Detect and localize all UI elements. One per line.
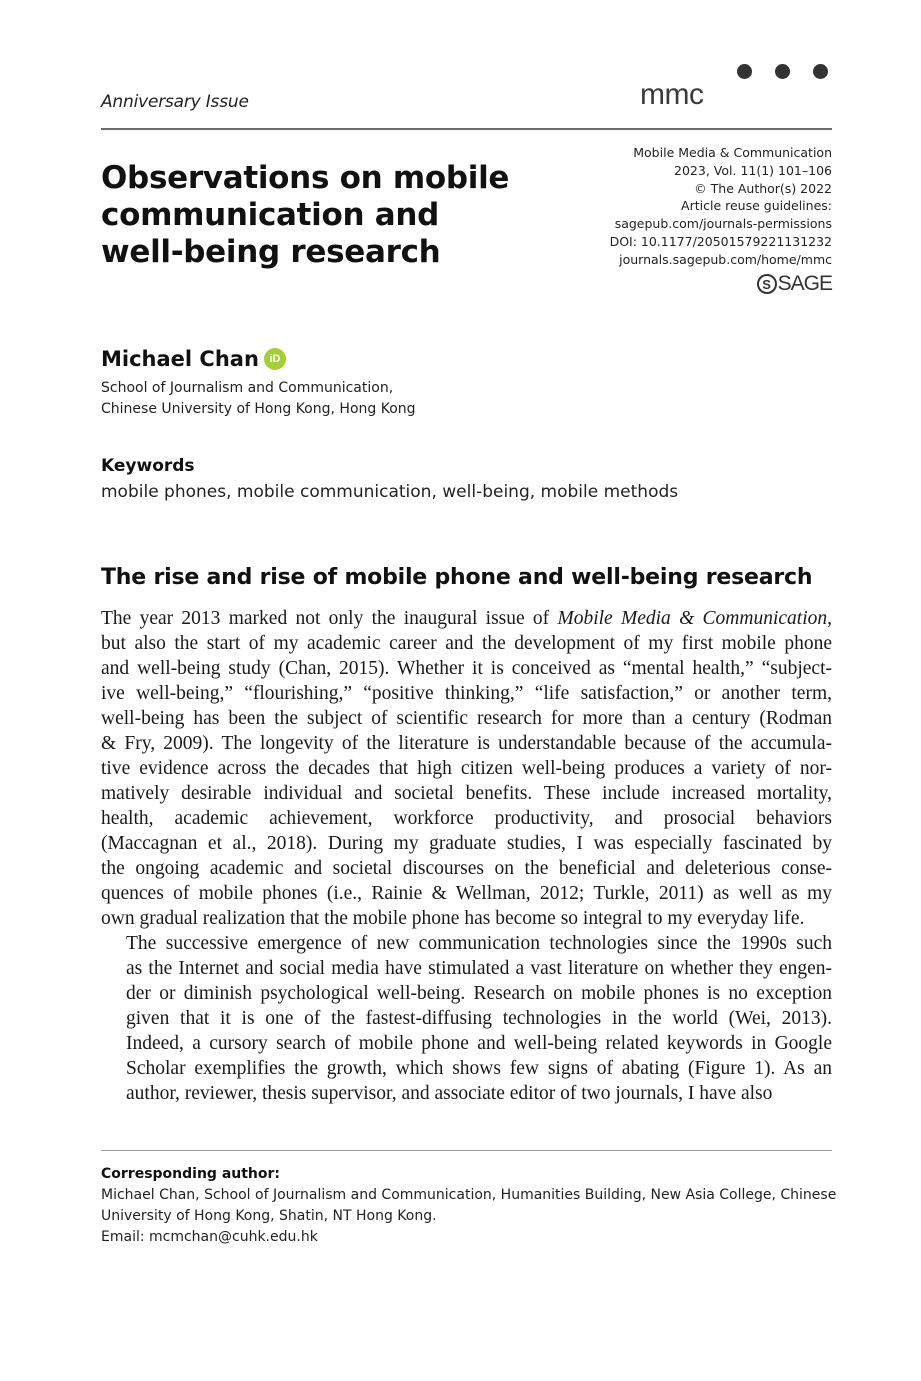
logo-dot-icon [737,64,752,79]
text-line: the ongoing academic and societal discourses on the beneficial and deleterious conse- [101,858,832,879]
journal-logo-dots [737,64,828,79]
copyright: © The Author(s) 2022 [694,180,832,196]
text-line: The successive emergence of new communication technologies since the 1990s such [126,933,832,954]
author [101,347,286,371]
text-line: well-being has been the subject of scientific research for more than a century (Rodman [101,708,832,729]
journal-title-italic: Mobile Media & Communication [557,608,828,629]
reuse-label: Article reuse guidelines: [681,198,832,214]
footnote-line: University of Hong Kong, Shatin, NT Hong Kong. [101,1208,437,1224]
sage-s-icon: S [757,274,777,294]
issue-label: Anniversary Issue [101,92,249,112]
section-heading: The rise and rise of mobile phone and well-being research [101,565,813,590]
title-line: communication and [101,197,440,233]
orcid-icon[interactable]: iD [264,348,286,370]
text-line: & Fry, 2009). The longevity of the literature is understandable because of the accumula- [101,733,832,754]
author-name: Michael Chan [101,347,259,371]
logo-dot-icon [813,64,828,79]
text-line: but also the start of my academic career and the development of my first mobile phone [101,633,832,654]
text-line: health, academic achievement, workforce productivity, and prosocial behaviors [101,808,832,829]
text-line: ive well-being,” “flourishing,” “positive thinking,” “life satisfaction,” or another term, [101,683,832,704]
text-line: quences of mobile phones (i.e., Rainie & Wellman, 2012; Turkle, 2011) as well as my [101,883,832,904]
title-line: well-being research [101,234,441,270]
publisher-logo [757,272,832,296]
footnote-divider [101,1150,832,1151]
text-line: as the Internet and social media have stimulated a vast literature on whether they engen- [126,958,832,979]
title-line: Observations on mobile [101,160,510,196]
text-line: The year 2013 marked not only the inaugural issue of Mobile Media & Communication, [101,608,832,629]
email-link[interactable]: mcmchan@cuhk.edu.hk [149,1229,318,1245]
doi[interactable]: DOI: 10.1177/20501579221131232 [609,233,832,249]
footnote-email-row [101,1227,836,1248]
affiliation-line: Chinese University of Hong Kong, Hong Kong [101,401,416,417]
sage-wordmark: SAGE [777,272,832,295]
paragraph [101,606,832,931]
journal-logo: mmc [640,78,704,111]
reuse-link[interactable]: sagepub.com/journals-permissions [614,216,832,232]
text-line: (Maccagnan et al., 2018). During my graduate studies, I was especially fascinated by [101,833,832,854]
body-text [101,606,832,1106]
author-affiliation [101,378,416,420]
text-line: own gradual realization that the mobile phone has become so integral to my everyday life. [101,908,805,929]
article-title [101,160,521,271]
keywords-list: mobile phones, mobile communication, well-being, mobile methods [101,482,679,502]
text-line: Scholar exemplifies the growth, which shows few signs of abating (Figure 1). As an [126,1058,832,1079]
journal-link[interactable]: journals.sagepub.com/home/mmc [619,251,832,267]
text-line: der or diminish psychological well-being. Research on mobile phones is no exception [126,983,832,1004]
text-line: Indeed, a cursory search of mobile phone and well-being related keywords in Google [126,1033,832,1054]
footnote-heading: Corresponding author: [101,1166,281,1182]
footnote-line: Michael Chan, School of Journalism and Communication, Humanities Building, New Asia College, Chinese [101,1187,837,1203]
affiliation-line: School of Journalism and Communication, [101,380,394,396]
header-divider [101,128,832,130]
text-line: tive evidence across the decades that high citizen well-being produces a variety of nor- [101,758,832,779]
article-metadata [610,144,832,269]
paragraph [101,931,832,1106]
email-label: Email: [101,1229,150,1245]
text-line: matively desirable individual and societal benefits. These include increased mortality, [101,783,832,804]
volume-info: 2023, Vol. 11(1) 101–106 [674,162,832,178]
journal-name: Mobile Media & Communication [633,145,832,160]
logo-dot-icon [775,64,790,79]
corresponding-author-note [101,1164,836,1248]
text-line: given that it is one of the fastest-diffusing technologies in the world (Wei, 2013). [126,1008,832,1029]
text-line: and well-being study (Chan, 2015). Whether it is conceived as “mental health,” “subject- [101,658,832,679]
keywords-heading: Keywords [101,456,195,476]
text-line: author, reviewer, thesis supervisor, and associate editor of two journals, I have also [126,1083,773,1104]
